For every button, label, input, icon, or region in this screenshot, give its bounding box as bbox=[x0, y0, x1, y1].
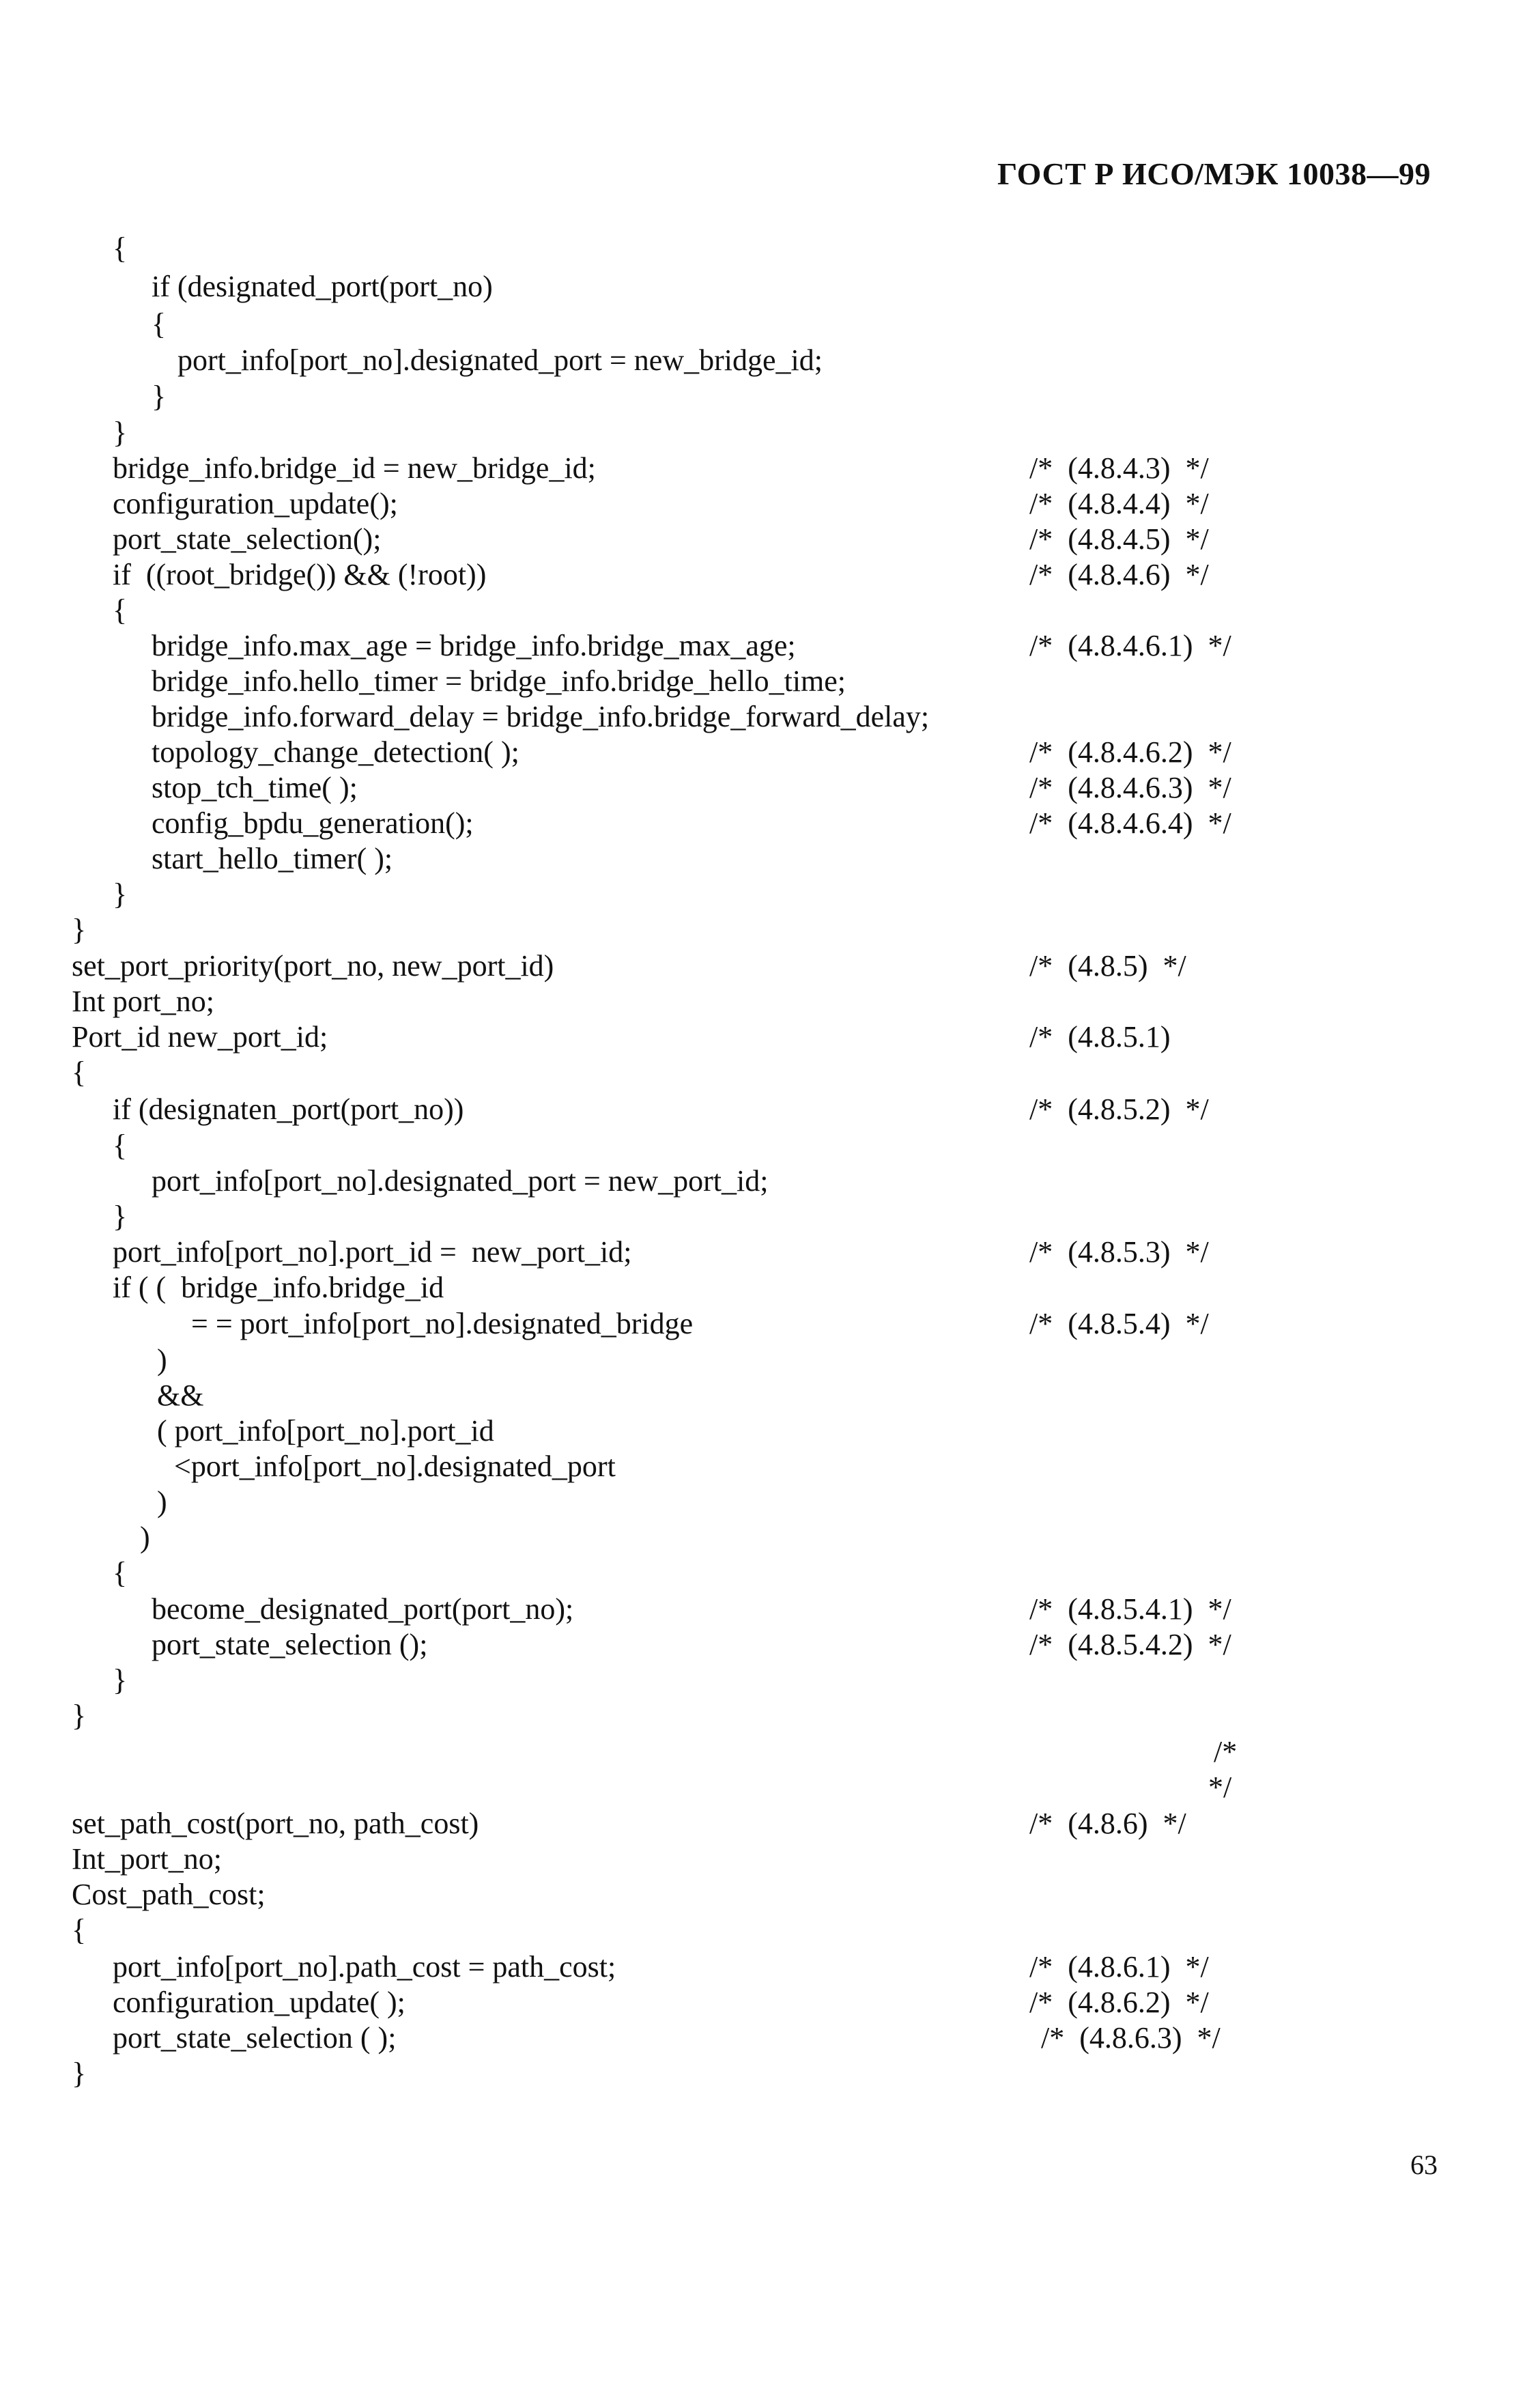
code-line: = = port_info[port_no].designated_bridge bbox=[191, 1307, 694, 1340]
code-line: Port_id new_port_id; bbox=[72, 1020, 328, 1054]
section-comment: /* (4.8.4.6.4) */ bbox=[1029, 806, 1231, 840]
code-line: } bbox=[72, 913, 87, 946]
code-line: Int port_no; bbox=[72, 985, 214, 1018]
section-comment: /* (4.8.6.1) */ bbox=[1029, 1950, 1209, 1984]
section-comment: /* (4.8.4.6.2) */ bbox=[1029, 735, 1231, 769]
section-comment: /* (4.8.4.5) */ bbox=[1029, 522, 1209, 556]
code-line: become_designated_port(port_no); bbox=[152, 1592, 574, 1626]
code-line: } bbox=[152, 380, 167, 413]
section-comment: /* (4.8.4.6.1) */ bbox=[1029, 629, 1231, 662]
code-line: configuration_update(); bbox=[113, 487, 398, 520]
code-line: { bbox=[113, 1556, 128, 1590]
code-line: ) bbox=[157, 1343, 167, 1377]
code-line: port_state_selection(); bbox=[113, 522, 382, 556]
code-line: { bbox=[72, 1913, 87, 1947]
code-line: set_port_priority(port_no, new_port_id) bbox=[72, 949, 554, 983]
section-comment: /* (4.8.5.3) */ bbox=[1029, 1235, 1209, 1269]
section-comment: /* (4.8.4.6) */ bbox=[1029, 558, 1209, 591]
code-line: ( port_info[port_no].port_id bbox=[157, 1414, 494, 1448]
code-line: Int_port_no; bbox=[72, 1842, 222, 1876]
code-line: bridge_info.bridge_id = new_bridge_id; bbox=[113, 451, 596, 485]
code-line: } bbox=[113, 416, 128, 449]
code-line: ) bbox=[140, 1521, 150, 1554]
code-line: if ((root_bridge()) && (!root)) bbox=[113, 558, 487, 591]
code-line: { bbox=[72, 1056, 87, 1089]
code-line: port_info[port_no].port_id = new_port_id; bbox=[113, 1235, 632, 1269]
code-line: config_bpdu_generation(); bbox=[152, 806, 474, 840]
code-line: if (designated_port(port_no) bbox=[152, 270, 493, 303]
section-comment: /* (4.8.4.4) */ bbox=[1029, 487, 1209, 520]
code-line: port_info[port_no].designated_port = new_bridge_id; bbox=[177, 343, 823, 377]
section-comment: */ bbox=[1208, 1770, 1232, 1804]
section-comment: /* bbox=[1214, 1735, 1238, 1768]
code-line: port_info[port_no].path_cost = path_cost; bbox=[113, 1950, 616, 1984]
code-line: <port_info[port_no].designated_port bbox=[174, 1450, 616, 1483]
section-comment: /* (4.8.4.6.3) */ bbox=[1029, 771, 1231, 804]
code-line: bridge_info.max_age = bridge_info.bridge_max_age; bbox=[152, 629, 796, 662]
section-comment: /* (4.8.6.3) */ bbox=[1041, 2021, 1221, 2055]
code-line: topology_change_detection( ); bbox=[152, 735, 519, 769]
code-line: bridge_info.hello_timer = bridge_info.bridge_hello_time; bbox=[152, 664, 846, 698]
section-comment: /* (4.8.5.4.1) */ bbox=[1029, 1592, 1231, 1626]
section-comment: /* (4.8.5.4) */ bbox=[1029, 1307, 1209, 1340]
page-number: 63 bbox=[1410, 2149, 1438, 2180]
code-line: Cost_path_cost; bbox=[72, 1878, 266, 1911]
document-header: ГОСТ Р ИСО/МЭК 10038—99 bbox=[997, 156, 1431, 191]
code-line: { bbox=[152, 307, 167, 341]
section-comment: /* (4.8.5) */ bbox=[1029, 949, 1186, 983]
section-comment: /* (4.8.4.3) */ bbox=[1029, 451, 1209, 485]
code-line: { bbox=[113, 593, 128, 627]
section-comment: /* (4.8.5.2) */ bbox=[1029, 1092, 1209, 1126]
code-line: { bbox=[113, 231, 128, 265]
code-line: { bbox=[113, 1129, 128, 1162]
code-line: port_info[port_no].designated_port = new_port_id; bbox=[152, 1164, 769, 1198]
code-line: port_state_selection (); bbox=[152, 1628, 428, 1661]
code-line: configuration_update( ); bbox=[113, 1986, 405, 2019]
code-line: stop_tch_time( ); bbox=[152, 771, 358, 804]
code-line: } bbox=[113, 1200, 128, 1233]
section-comment: /* (4.8.6) */ bbox=[1029, 1807, 1186, 1840]
code-line: start_hello_timer( ); bbox=[152, 842, 393, 875]
code-line: } bbox=[113, 1663, 128, 1697]
code-line: } bbox=[113, 877, 128, 911]
code-line: ) bbox=[157, 1485, 167, 1519]
code-line: } bbox=[72, 1699, 87, 1732]
code-line: if ( ( bridge_info.bridge_id bbox=[113, 1271, 444, 1304]
section-comment: /* (4.8.5.1) bbox=[1029, 1020, 1171, 1054]
code-line: && bbox=[157, 1379, 204, 1412]
code-line: set_path_cost(port_no, path_cost) bbox=[72, 1807, 479, 1840]
code-line: } bbox=[72, 2057, 87, 2090]
section-comment: /* (4.8.5.4.2) */ bbox=[1029, 1628, 1231, 1661]
code-line: if (designaten_port(port_no)) bbox=[113, 1092, 464, 1126]
section-comment: /* (4.8.6.2) */ bbox=[1029, 1986, 1209, 2019]
code-line: port_state_selection ( ); bbox=[113, 2021, 397, 2055]
code-line: bridge_info.forward_delay = bridge_info.bridge_forward_delay; bbox=[152, 700, 930, 733]
